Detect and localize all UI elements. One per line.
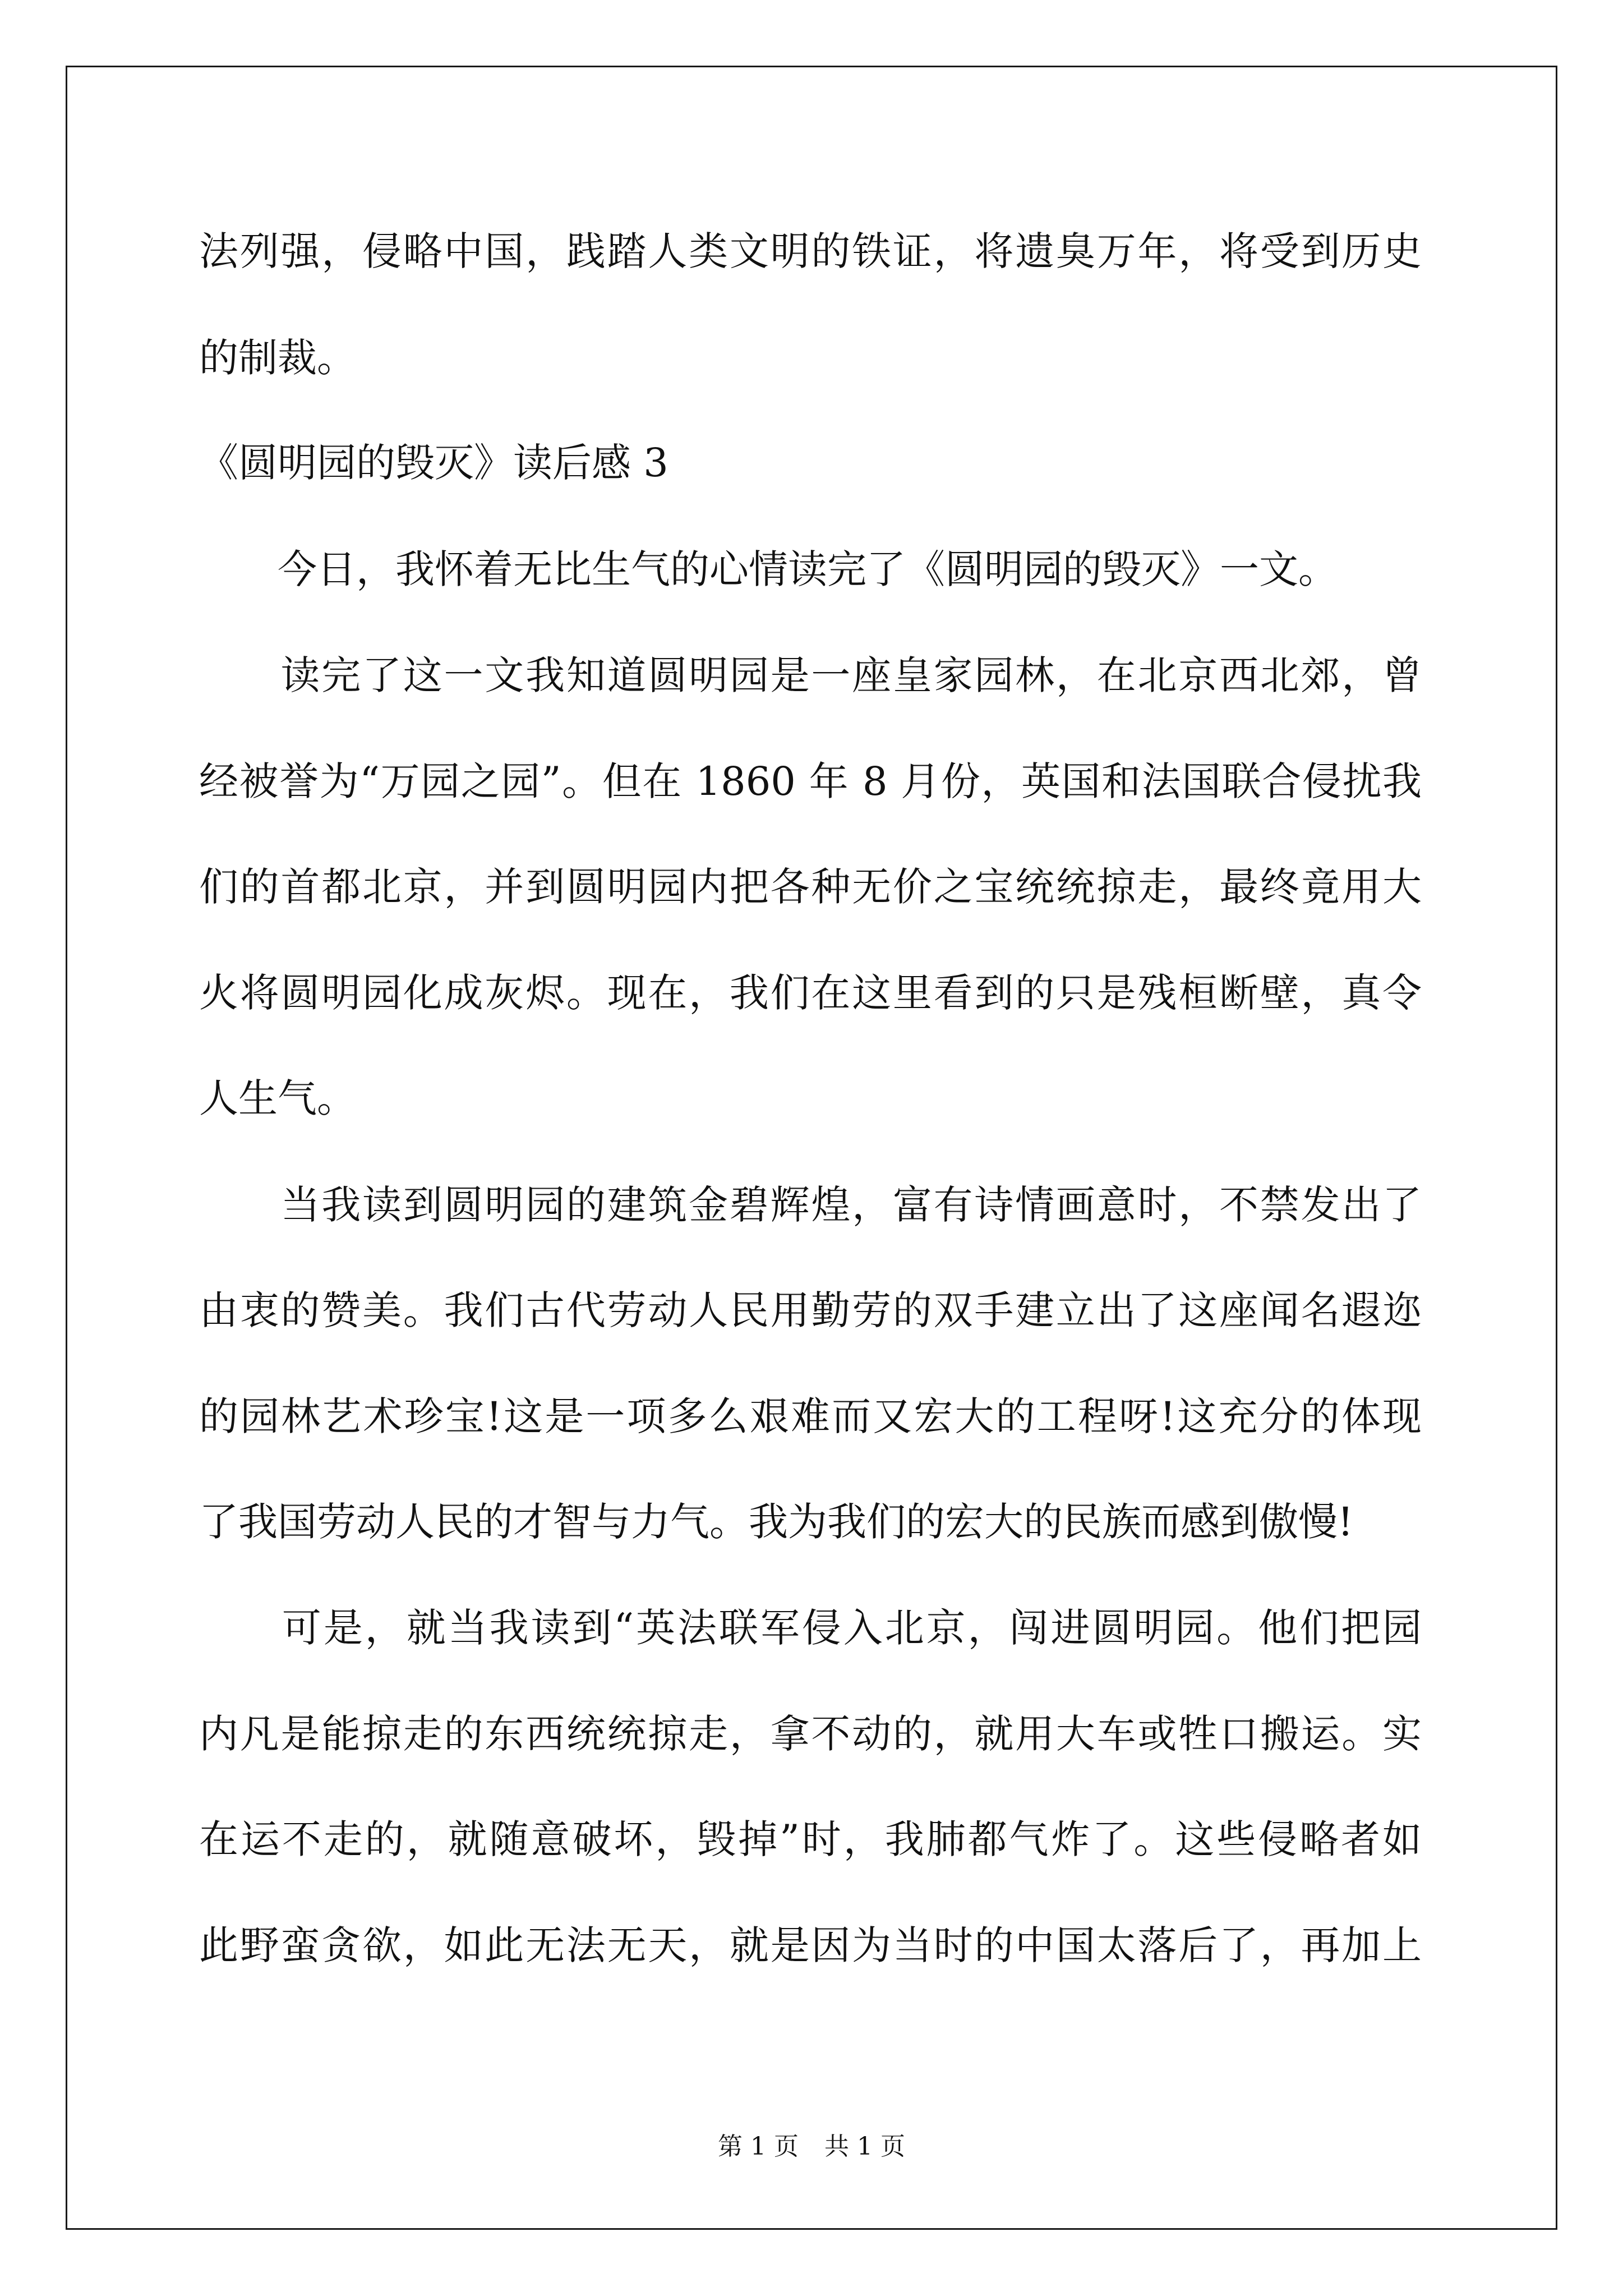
- page-total: 共 1 页: [824, 2132, 905, 2161]
- page-border: [66, 66, 1557, 2230]
- text-line: 今日，我怀着无比生气的心情读完了《圆明园的毁灭》一文。: [199, 546, 1338, 592]
- text-line: 人生气。: [199, 1075, 356, 1121]
- text-line: 火将圆明园化成灰烬。现在，我们在这里看到的只是残桓断壁，真令: [199, 970, 1422, 1016]
- page-number: 第 1 页: [718, 2132, 799, 2161]
- text-line: 可是，就当我读到“英法联军侵入北京，闯进圆明园。他们把园: [199, 1605, 1422, 1651]
- section-heading: 《圆明园的毁灭》读后感 3: [199, 440, 668, 486]
- page-footer: [0, 2126, 1623, 2162]
- text-line: 们的首都北京，并到圆明园内把各种无价之宝统统掠走，最终竟用大: [199, 864, 1422, 910]
- text-line: 在运不走的，就随意破坏，毁掉”时，我肺都气炸了。这些侵略者如: [199, 1816, 1422, 1862]
- text-line: 法列强，侵略中国，践踏人类文明的铁证，将遗臭万年，将受到历史: [199, 228, 1422, 274]
- text-line: 了我国劳动人民的才智与力气。我为我们的宏大的民族而感到傲慢!: [199, 1499, 1354, 1545]
- text-line: 此野蛮贪欲，如此无法无天，就是因为当时的中国太落后了，再加上: [199, 1922, 1422, 1968]
- text-line: 的园林艺术珍宝!这是一项多么艰难而又宏大的工程呀!这充分的体现: [199, 1393, 1422, 1439]
- text-line: 当我读到圆明园的建筑金碧辉煌，富有诗情画意时，不禁发出了: [199, 1182, 1422, 1228]
- text-line: 由衷的赞美。我们古代劳动人民用勤劳的双手建立出了这座闻名遐迩: [199, 1287, 1422, 1333]
- text-line: 经被誉为“万园之园”。但在 1860 年 8 月份，英国和法国联合侵扰我: [199, 758, 1422, 804]
- text-line: 读完了这一文我知道圆明园是一座皇家园林，在北京西北郊，曾: [199, 652, 1422, 698]
- text-line: 内凡是能掠走的东西统统掠走，拿不动的，就用大车或牲口搬运。实: [199, 1711, 1422, 1757]
- text-line: 的制裁。: [199, 335, 356, 381]
